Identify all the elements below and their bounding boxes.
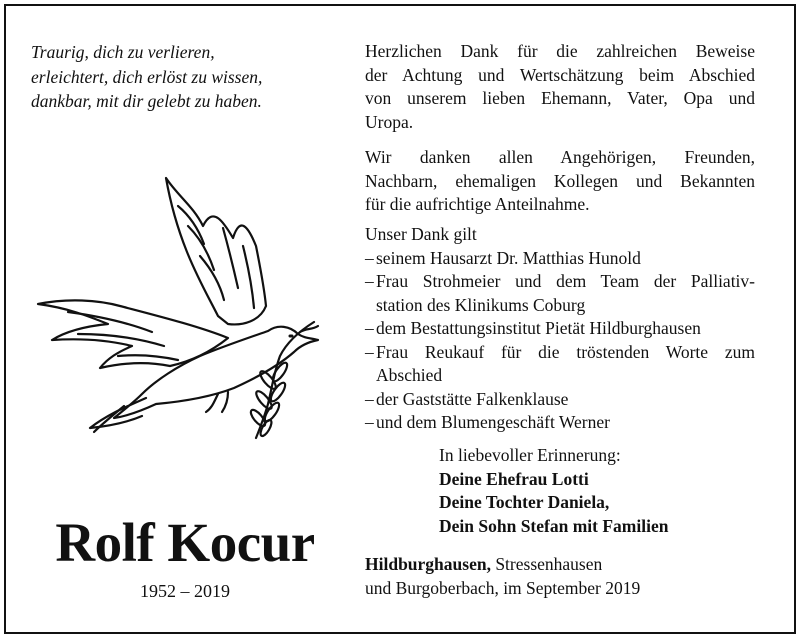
list-item-text: seinem Hausarzt Dr. Matthias Hunold [376,247,641,268]
list-item [365,341,755,388]
motto-line: Traurig, dich zu verlieren, [31,42,215,62]
thanks-list [365,223,755,435]
text-line: Herzlichen Dank für die zahlreichen Beweise [365,41,755,61]
thanks-list-intro: Unser Dank gilt [365,224,477,244]
text-line: Uropa. [365,111,414,132]
list-item-text: und dem Blumengeschäft Werner [376,412,610,432]
text-line: Nachbarn, ehemaligen Kollegen und Bekannten [365,170,755,191]
signature-line: Dein Sohn Stefan mit Familien [439,515,669,536]
dash: – [365,388,374,409]
list-item-text: Abschied [376,365,443,385]
closing-block [439,444,769,538]
condolence-thanks-paragraph [365,146,755,217]
list-item [365,247,755,271]
text-line: von unserem lieben Ehemann, Vater, Opa und [365,88,755,108]
list-item-text: Frau Strohmeier und dem Team der Palliativ- [376,271,755,291]
motto-line: erleichtert, dich erlöst zu wissen, [31,66,263,87]
signature-line: Deine Ehefrau Lotti [439,468,589,489]
dash: – [365,247,374,268]
place-and-date [365,553,785,600]
signature-line: Deine Tochter Daniela, [439,492,610,512]
place-text: Stressenhausen [490,554,603,574]
deceased-name: Rolf Kocur [55,512,315,573]
dash: – [365,341,374,362]
list-item [365,270,755,317]
place-date-line: und Burgoberbach, im September 2019 [365,577,641,598]
life-years: 1952 – 2019 [140,581,230,601]
dash: – [365,271,374,291]
text-line: für die aufrichtige Anteilnahme. [365,194,590,214]
dove-with-olive-branch-icon [28,166,338,446]
list-item-text: der Gaststätte Falkenklause [376,388,569,409]
list-item [365,388,755,412]
list-item [365,411,755,435]
thanks-paragraph [365,40,755,134]
motto-verse [31,40,331,114]
list-item-text: station des Klinikums Coburg [376,294,586,315]
list-item-text: Frau Reukauf für die tröstenden Worte zum [376,341,755,362]
list-item [365,317,755,341]
dash: – [365,318,374,338]
motto-line: dankbar, mit dir gelebt zu haben. [31,91,262,111]
text-line: der Achtung und Wertschätzung beim Abschied [365,64,755,85]
list-item-text: dem Bestattungsinstitut Pietät Hildburghausen [376,318,701,338]
town-name: Hildburghausen, [365,554,491,574]
text-line: Wir danken allen Angehörigen, Freunden, [365,147,755,167]
dash: – [365,412,374,432]
remembrance-line: In liebevoller Erinnerung: [439,445,621,465]
